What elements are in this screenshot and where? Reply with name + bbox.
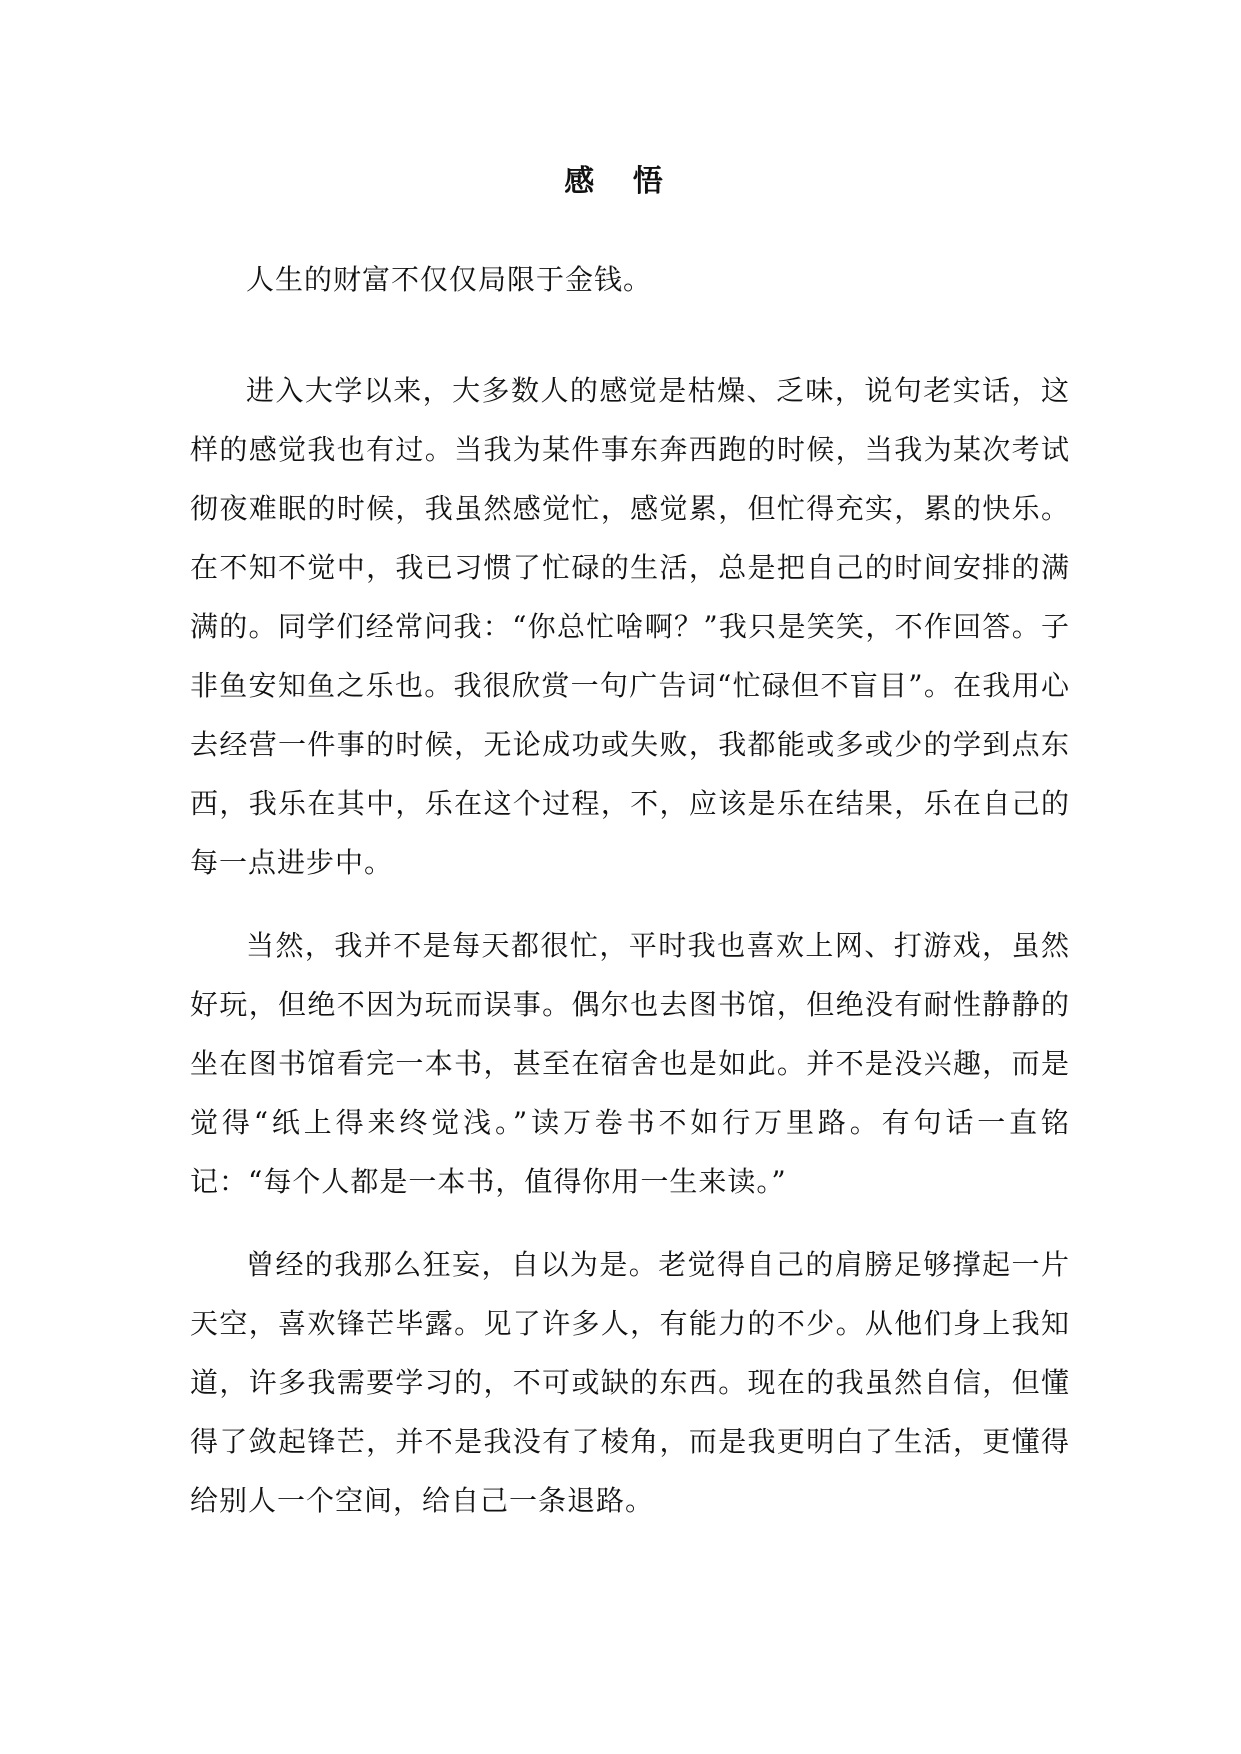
paragraph-3: 当然，我并不是每天都很忙，平时我也喜欢上网、打游戏，虽然好玩，但绝不因为玩而误事。偶尔也去图书馆，但绝没有耐性静静的坐在图书馆看完一本书，甚至在宿舍也是如此。并不是没兴趣，而是觉得“纸上得来终觉浅。”读万卷书不如行万里路。有句话一直铭记：“每个人都是一本书，值得你用一生来读。” (190, 929, 1070, 1198)
document-body (190, 250, 1070, 1554)
paragraph-2: 进入大学以来，大多数人的感觉是枯燥、乏味，说句老实话，这样的感觉我也有过。当我为某件事东奔西跑的时候，当我为某次考试彻夜难眠的时候，我虽然感觉忙，感觉累，但忙得充实，累的快乐。在不知不觉中，我已习惯了忙碌的生活，总是把自己的时间安排的满满的。同学们经常问我：“你总忙啥啊？”我只是笑笑，不作回答。子非鱼安知鱼之乐也。我很欣赏一句广告词“忙碌但不盲目”。在我用心去经营一件事的时候，无论成功或失败，我都能或多或少的学到点东西，我乐在其中，乐在这个过程，不，应该是乐在结果，乐在自己的每一点进步中。 (190, 374, 1070, 879)
document-title: 感 悟 (564, 164, 677, 199)
paragraph-1: 人生的财富不仅仅局限于金钱。 (246, 263, 653, 296)
paragraph-4: 曾经的我那么狂妄，自以为是。老觉得自己的肩膀足够撑起一片天空，喜欢锋芒毕露。见了许多人，有能力的不少。从他们身上我知道，许多我需要学习的，不可或缺的东西。现在的我虽然自信，但懂得了敛起锋芒，并不是我没有了棱角，而是我更明白了生活，更懂得给别人一个空间，给自己一条退路。 (190, 1248, 1070, 1517)
